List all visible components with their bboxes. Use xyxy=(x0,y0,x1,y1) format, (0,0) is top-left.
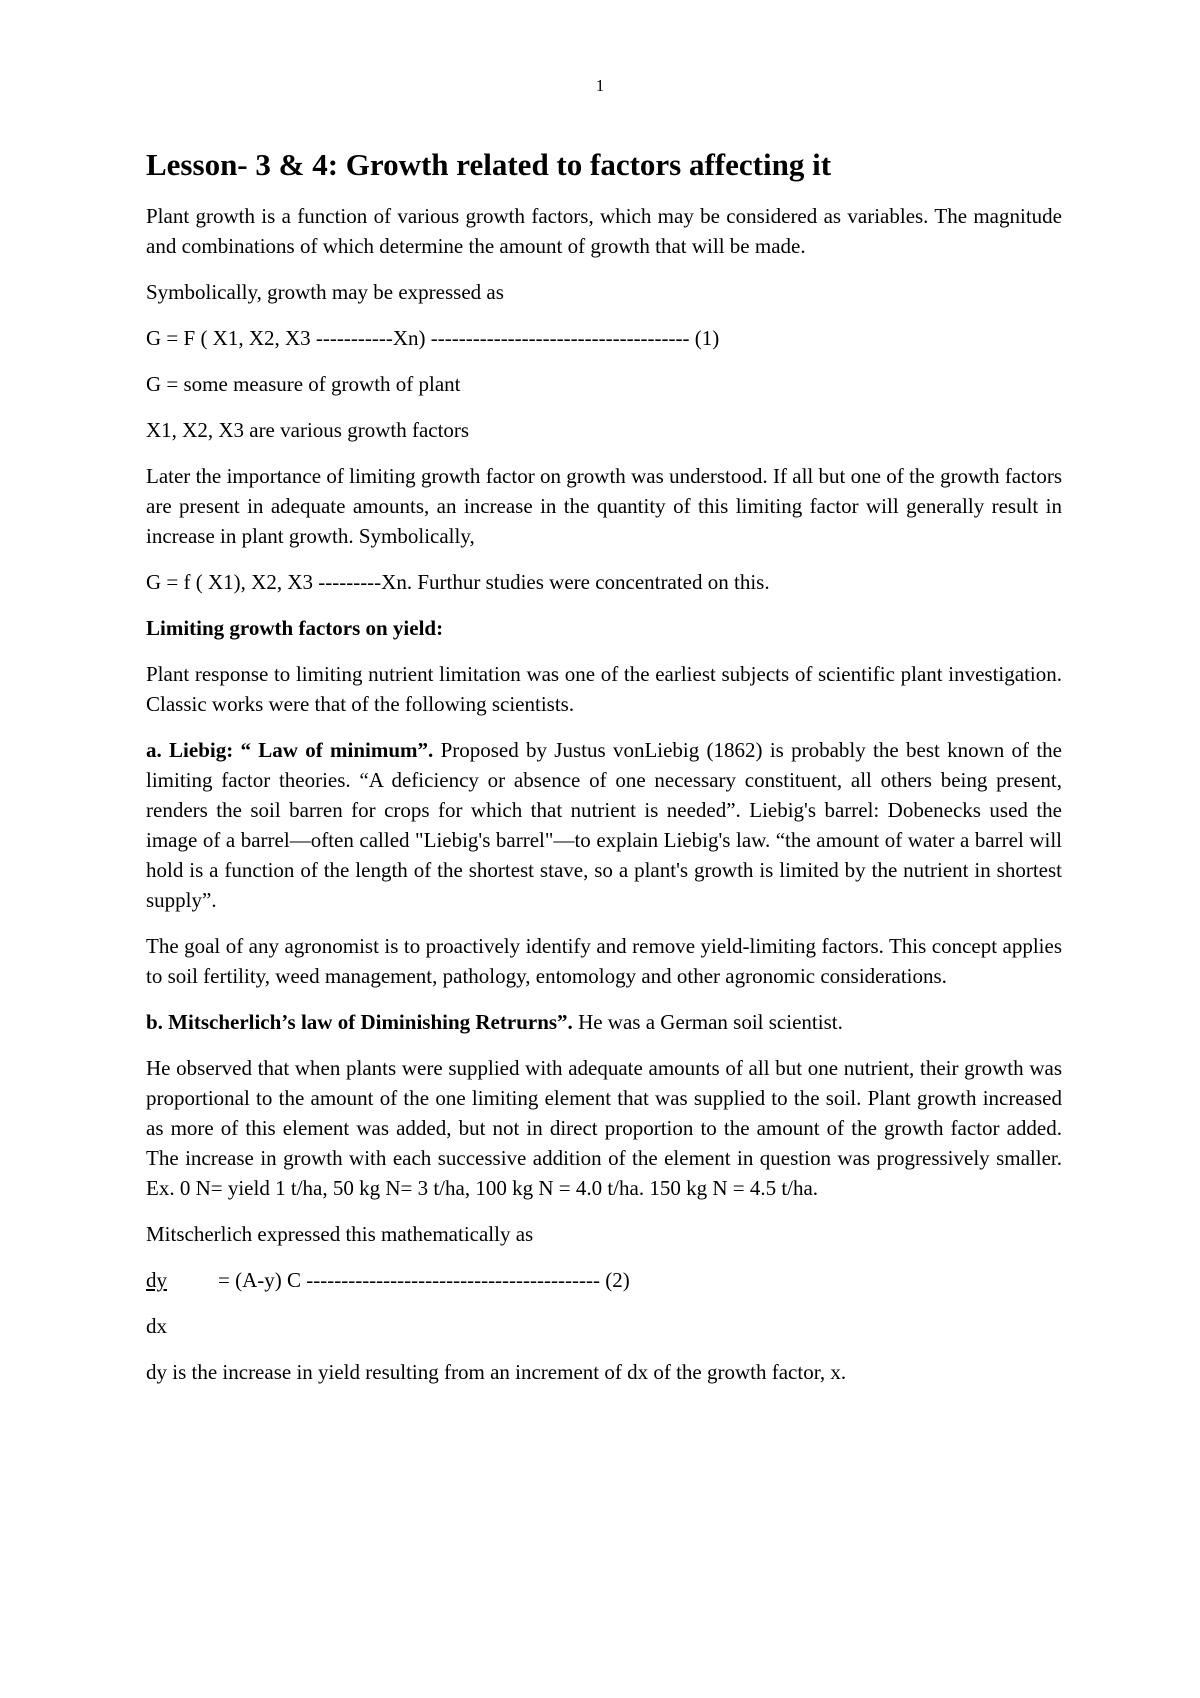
equation-2-numerator: dy xyxy=(146,1267,167,1292)
mitscherlich-expression: Mitscherlich expressed this mathematically as xyxy=(146,1221,534,1246)
page-number: 1 xyxy=(595,76,605,95)
liebig-label: a. Liebig: “ Law of minimum”. xyxy=(146,737,434,762)
equation-2-denominator: dx xyxy=(146,1313,167,1338)
symbolic-intro: Symbolically, growth may be expressed as xyxy=(146,279,504,304)
liebig-text: Proposed by Justus vonLiebig (1862) is probably the best known of the limiting factor theories. “A deficiency or absence of one necessary constituent, all others being present, renders the soil barren for crops for which that nutrient is needed”. Liebig's barrel: Dobenecks used the image of a barrel—often called "Liebig's barrel"—to explain Liebig's law. “the amount of water a barrel will hold is a function of the length of the shortest stave, so a plant's growth is limited by the nutrient in shortest supply”. xyxy=(146,737,1062,912)
document-body xyxy=(146,146,1062,1403)
x-definition: X1, X2, X3 are various growth factors xyxy=(146,417,470,442)
lesson-title: Lesson- 3 & 4: Growth related to factors affecting it xyxy=(146,147,832,182)
equation-2 xyxy=(146,1265,1062,1295)
limiting-heading: Limiting growth factors on yield: xyxy=(146,615,444,640)
liebig-paragraph xyxy=(146,735,1062,915)
equation-limiting: G = f ( X1), X2, X3 ---------Xn. Furthur studies were concentrated on this. xyxy=(146,569,770,594)
g-definition: G = some measure of growth of plant xyxy=(146,371,461,396)
dy-definition: dy is the increase in yield resulting from an increment of dx of the growth factor, x. xyxy=(146,1359,847,1384)
mitscherlich-label: b. Mitscherlich’s law of Diminishing Retrurns”. xyxy=(146,1009,573,1034)
observed-paragraph: He observed that when plants were supplied with adequate amounts of all but one nutrient, their growth was proportional to the amount of the one limiting element that was supplied to the soil. Plant growth increased as more of this element was added, but not in direct proportion to the amount of the growth factor added. The increase in growth with each successive addition of the element in question was progressively smaller. Ex. 0 N= yield 1 t/ha, 50 kg N= 3 t/ha, 100 kg N = 4.0 t/ha. 150 kg N = 4.5 t/ha. xyxy=(146,1055,1062,1200)
equation-1: G = F ( X1, X2, X3 -----------Xn) ------------------------------------- (1) xyxy=(146,325,720,350)
intro-paragraph: Plant growth is a function of various growth factors, which may be considered as variables. The magnitude and combinations of which determine the amount of growth that will be made. xyxy=(146,203,1062,258)
response-paragraph: Plant response to limiting nutrient limitation was one of the earliest subjects of scientific plant investigation. Classic works were that of the following scientists. xyxy=(146,661,1062,716)
equation-2-rhs: = (A-y) C ------------------------------------------ (2) xyxy=(218,1267,630,1292)
agronomist-paragraph: The goal of any agronomist is to proactively identify and remove yield-limiting factors. This concept applies to soil fertility, weed management, pathology, entomology and other agronomic considerations. xyxy=(146,933,1062,988)
mitscherlich-text: He was a German soil scientist. xyxy=(572,1009,843,1034)
limiting-paragraph: Later the importance of limiting growth factor on growth was understood. If all but one of the growth factors are present in adequate amounts, an increase in the quantity of this limiting factor will generally result in increase in plant growth. Symbolically, xyxy=(146,463,1062,548)
mitscherlich-paragraph xyxy=(146,1007,1062,1037)
